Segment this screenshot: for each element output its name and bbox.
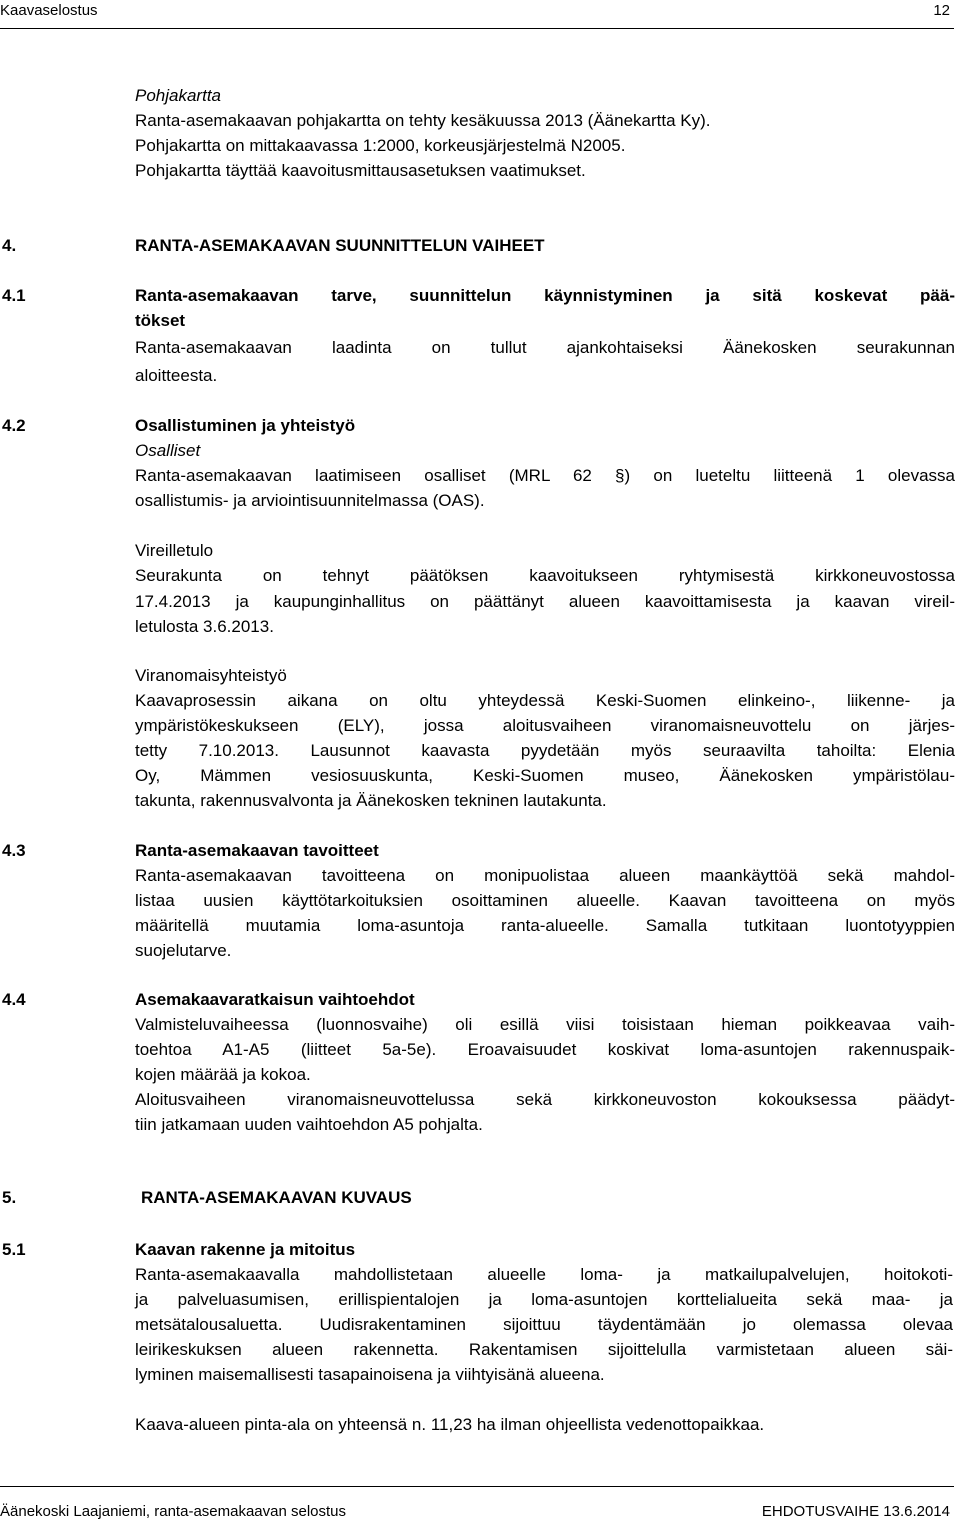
section-4-1-title-line-1: Ranta-asemakaavan tarve, suunnittelun käynnistyminen ja sitä koskevat pää- — [135, 286, 955, 305]
vireilletulo-line-1: Seurakunta on tehnyt päätöksen kaavoitukseen ryhtymisestä kirkkoneuvostossa — [135, 566, 955, 585]
section-4-4-title: Asemakaavaratkaisun vaihtoehdot — [135, 990, 415, 1009]
section-4-4-line-3: kojen määrää ja kokoa. — [135, 1065, 311, 1084]
section-4-3-line-2: listaa uusien käyttötarkoituksien osoittaminen alueelle. Kaavan tavoitteena on myös — [135, 891, 955, 910]
section-4-2-number: 4.2 — [2, 416, 26, 435]
page-number: 12 — [933, 2, 950, 19]
section-4-3-line-1: Ranta-asemakaavan tavoitteena on monipuolistaa alueen maankäyttöä sekä mahdol- — [135, 866, 955, 885]
section-4-1-number: 4.1 — [2, 286, 26, 305]
section-5-1-area-text: Kaava-alueen pinta-ala on yhteensä n. 11,23 ha ilman ohjeellista vedenottopaikkaa. — [135, 1415, 765, 1434]
pohjakartta-line-2: Pohjakartta on mittakaavassa 1:2000, korkeusjärjestelmä N2005. — [135, 136, 626, 155]
pohjakartta-title: Pohjakartta — [135, 86, 221, 105]
page-footer — [0, 1486, 954, 1527]
section-4-3-line-4: suojelutarve. — [135, 941, 232, 960]
section-4-3-number: 4.3 — [2, 841, 26, 860]
osalliset-line-2: osallistumis- ja arviointisuunnitelmassa (OAS). — [135, 491, 485, 510]
section-4-3-line-3: määritellä muutamia loma-asuntoja ranta-alueelle. Samalla tutkitaan luontotyyppien — [135, 916, 955, 935]
viranomais-title: Viranomaisyhteistyö — [135, 666, 287, 685]
footer-version: EHDOTUSVAIHE 13.6.2014 — [761, 1503, 950, 1520]
vireilletulo-line-3: letulosta 3.6.2013. — [135, 617, 274, 636]
viranomais-line-3: tetty 7.10.2013. Lausunnot kaavasta pyydetään myös seuraavilta tahoilta: Elenia — [135, 741, 955, 760]
section-4-1-text-line-1: Ranta-asemakaavan laadinta on tullut ajankohtaiseksi Äänekosken seurakunnan — [135, 338, 955, 357]
viranomais-line-5: takunta, rakennusvalvonta ja Äänekosken tekninen lautakunta. — [135, 791, 607, 810]
section-5-1-line-5: lyminen maisemallisesti tasapainoisena ja viihtyisänä alueena. — [135, 1365, 605, 1384]
osalliset-line-1: Ranta-asemakaavan laatimiseen osalliset (MRL 62 §) on lueteltu liitteenä 1 olevassa — [135, 466, 955, 485]
section-5-1-line-1: Ranta-asemakaavalla mahdollistetaan alueelle loma- ja matkailupalvelujen, hoitokoti- — [135, 1265, 953, 1284]
section-4-4-line-1: Valmisteluvaiheessa (luonnosvaihe) oli esillä viisi toisistaan hieman poikkeavaa vaih- — [135, 1015, 955, 1034]
section-4-4-line-2: toehtoa A1-A5 (liitteet 5a-5e). Eroavaisuudet koskivat loma-asuntojen rakennuspaik- — [135, 1040, 955, 1059]
section-4-4-line-4: Aloitusvaiheen viranomaisneuvottelussa sekä kirkkoneuvoston kokouksessa päädyt- — [135, 1090, 955, 1109]
section-4-1-title-line-2: tökset — [135, 311, 186, 330]
section-4-3-title: Ranta-asemakaavan tavoitteet — [135, 841, 379, 860]
section-5-title: RANTA-ASEMAKAAVAN KUVAUS — [141, 1188, 412, 1207]
header-title: Kaavaselostus — [0, 2, 98, 19]
section-5-1-line-2: ja palveluasumisen, erillispientalojen ja loma-asuntojen korttelialueita sekä maa- ja — [135, 1290, 953, 1309]
section-4-1-text-line-2: aloitteesta. — [135, 366, 218, 385]
viranomais-line-1: Kaavaprosessin aikana on oltu yhteydessä Keski-Suomen elinkeino-, liikenne- ja — [135, 691, 955, 710]
section-4-title: RANTA-ASEMAKAAVAN SUUNNITTELUN VAIHEET — [135, 236, 545, 255]
section-5-1-title: Kaavan rakenne ja mitoitus — [135, 1240, 356, 1259]
vireilletulo-line-2: 17.4.2013 ja kaupunginhallitus on päättänyt alueen kaavoittamisesta ja kaavan vireil- — [135, 592, 955, 611]
section-4-number: 4. — [2, 236, 17, 255]
section-5-number: 5. — [2, 1188, 17, 1207]
section-5-1-number: 5.1 — [2, 1240, 26, 1259]
section-5-1-line-4: leirikeskuksen alueen rakennetta. Rakentamisen sijoittelulla varmistetaan alueen säi- — [135, 1340, 953, 1359]
page-header — [0, 0, 954, 29]
viranomais-line-2: ympäristökeskukseen (ELY), jossa aloitusvaiheen viranomaisneuvottelu on järjes- — [135, 716, 955, 735]
viranomais-line-4: Oy, Mämmen vesiosuuskunta, Keski-Suomen museo, Äänekosken ympäristölau- — [135, 766, 955, 785]
section-5-1-line-3: metsätalousaluetta. Uudisrakentaminen sijoittuu täydentämään jo olemassa olevaa — [135, 1315, 953, 1334]
vireilletulo-title: Vireilletulo — [135, 541, 214, 560]
section-4-4-line-5: tiin jatkamaan uuden vaihtoehdon A5 pohjalta. — [135, 1115, 483, 1134]
pohjakartta-line-1: Ranta-asemakaavan pohjakartta on tehty kesäkuussa 2013 (Äänekartta Ky). — [135, 111, 711, 130]
osalliset-title: Osalliset — [135, 441, 201, 460]
section-4-4-number: 4.4 — [2, 990, 26, 1009]
pohjakartta-line-3: Pohjakartta täyttää kaavoitusmittausasetuksen vaatimukset. — [135, 161, 586, 180]
section-4-2-title: Osallistuminen ja yhteistyö — [135, 416, 356, 435]
footer-title: Äänekoski Laajaniemi, ranta-asemakaavan selostus — [0, 1503, 347, 1520]
